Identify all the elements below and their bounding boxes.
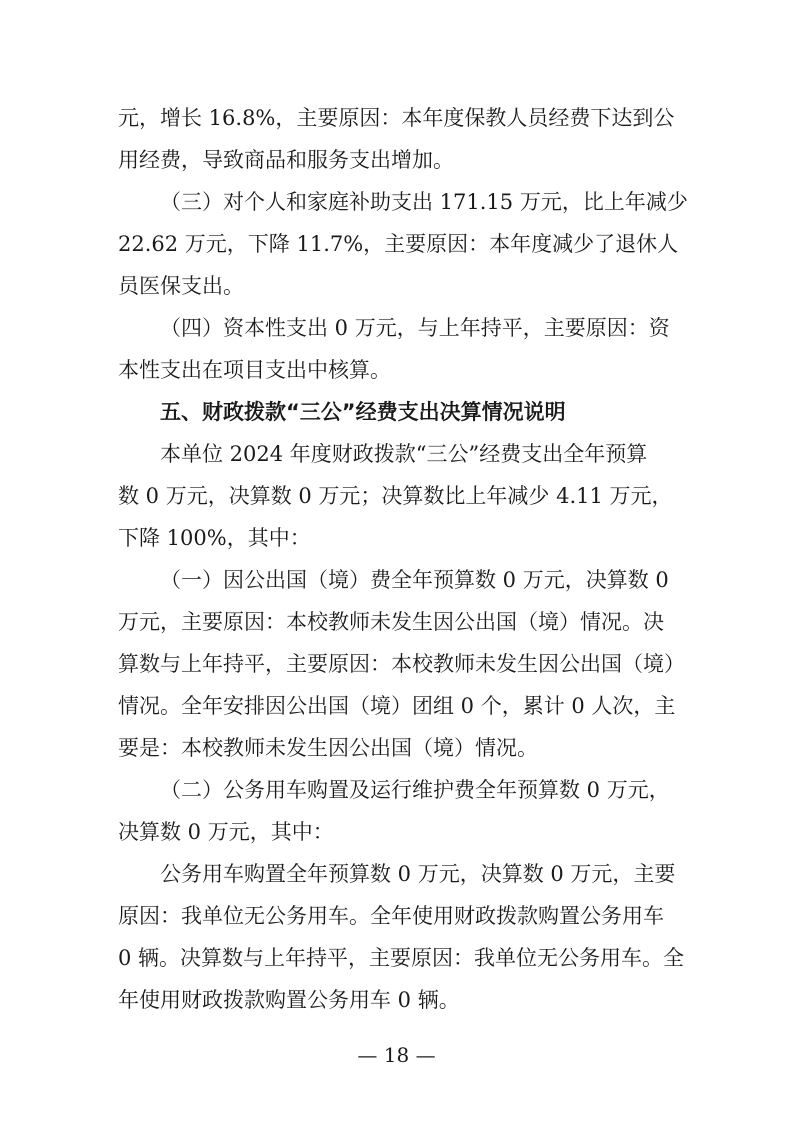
- body-line-14: 算数与上年持平，主要原因：本校教师未发生因公出国（境）: [118, 652, 685, 676]
- body-line-9: 本单位 2024 年度财政拨款“三公”经费支出全年预算: [160, 442, 648, 466]
- body-line-10: 数 0 万元，决算数 0 万元；决算数比上年减少 4.11 万元，: [118, 484, 673, 508]
- body-line-20: 原因：我单位无公务用车。全年使用财政拨款购置公务用车: [118, 904, 664, 928]
- body-line-15: 情况。全年安排因公出国（境）团组 0 个，累计 0 人次，主: [118, 694, 676, 718]
- body-line-4: 22.62 万元，下降 11.7%，主要原因：本年度减少了退休人: [118, 232, 679, 256]
- body-line-16: 要是：本校教师未发生因公出国（境）情况。: [118, 736, 538, 760]
- body-line-11: 下降 100%，其中：: [118, 526, 311, 550]
- section-heading: 五、财政拨款“三公”经费支出决算情况说明: [160, 400, 566, 424]
- body-line-1: 元，增长 16.8%，主要原因：本年度保教人员经费下达到公: [118, 106, 675, 130]
- body-line-13: 万元，主要原因：本校教师未发生因公出国（境）情况。决: [118, 610, 664, 634]
- body-line-5: 员医保支出。: [118, 274, 244, 298]
- body-line-3: （三）对个人和家庭补助支出 171.15 万元，比上年减少: [160, 190, 688, 214]
- body-line-7: 本性支出在项目支出中核算。: [118, 358, 391, 382]
- body-line-2: 用经费，导致商品和服务支出增加。: [118, 148, 454, 172]
- body-line-6: （四）资本性支出 0 万元，与上年持平，主要原因：资: [160, 316, 670, 340]
- body-line-19: 公务用车购置全年预算数 0 万元，决算数 0 万元，主要: [160, 862, 676, 886]
- body-line-18: 决算数 0 万元，其中：: [118, 820, 334, 844]
- body-line-17: （二）公务用车购置及运行维护费全年预算数 0 万元，: [160, 778, 670, 802]
- body-line-21: 0 辆。决算数与上年持平，主要原因：我单位无公务用车。全: [118, 946, 685, 970]
- body-line-22: 年使用财政拨款购置公务用车 0 辆。: [118, 988, 460, 1012]
- body-line-12: （一）因公出国（境）费全年预算数 0 万元，决算数 0: [160, 568, 669, 592]
- page-number: — 18 —: [357, 1043, 436, 1067]
